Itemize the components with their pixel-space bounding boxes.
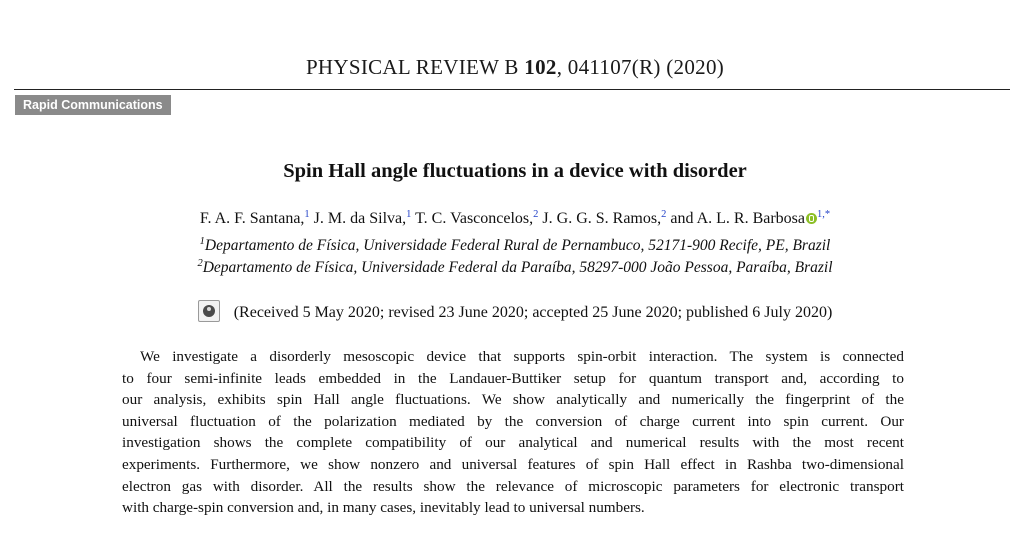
abstract-line: We investigate a disorderly mesoscopic device that supports spin-orbit interaction. The system is connected <box>140 348 904 365</box>
header-rule <box>14 89 1010 90</box>
journal-citation: , 041107(R) (2020) <box>556 55 725 79</box>
abstract-line: to four semi-infinite leads embedded in the Landauer-Buttiker setup for quantum transport and, according to <box>122 369 904 387</box>
paper-title: Spin Hall angle fluctuations in a device with disorder <box>283 160 747 182</box>
abstract-line: investigation shows the complete compatibility of our analytical and numerical results with the most recent <box>122 434 904 452</box>
section-badge: Rapid Communications <box>15 95 171 115</box>
received-dates: (Received 5 May 2020; revised 23 June 2020; accepted 25 June 2020; published 6 July 2020) <box>233 304 833 321</box>
abstract <box>122 346 904 519</box>
affiliation-2 <box>0 259 1030 277</box>
affiliation-text: Departamento de Física, Universidade Federal da Paraíba, 58297-000 João Pessoa, Paraíba, Brazil <box>202 259 833 276</box>
abstract-line: experiments. Furthermore, we show nonzero and universal features of spin Hall effect in Rashba two-dimensional <box>122 455 904 473</box>
received-dates-row <box>0 300 1030 322</box>
affiliation-text: Departamento de Física, Universidade Federal Rural de Pernambuco, 52171-900 Recife, PE, Brazil <box>204 237 831 254</box>
author-name[interactable]: T. C. Vasconcelos, <box>415 210 534 227</box>
author-affiliation-mark[interactable]: 1,* <box>817 209 831 220</box>
author-list <box>0 210 1030 228</box>
journal-name: PHYSICAL REVIEW B <box>305 55 519 79</box>
author-name[interactable]: J. M. da Silva, <box>313 210 407 227</box>
affiliation-number: 1 <box>199 236 205 247</box>
author-affiliation-mark[interactable]: 2 <box>533 209 539 220</box>
author-affiliation-mark[interactable]: 1 <box>406 209 412 220</box>
author-name[interactable]: F. A. F. Santana, <box>199 210 305 227</box>
orcid-icon[interactable] <box>806 213 817 224</box>
author-affiliation-mark[interactable]: 2 <box>661 209 667 220</box>
journal-header <box>0 55 1030 80</box>
abstract-line: with charge-spin conversion and, in many cases, inevitably lead to universal numbers. <box>122 499 645 517</box>
author-name[interactable]: J. G. G. S. Ramos, <box>542 210 662 227</box>
author-affiliation-mark[interactable]: 1 <box>304 209 310 220</box>
affiliation-number: 2 <box>197 258 203 269</box>
journal-volume: 102 <box>524 55 557 79</box>
abstract-line: electron gas with disorder. All the results show the relevance of microscopic parameters for electronic transport <box>122 477 904 495</box>
abstract-line: universal fluctuation of the polarization mediated by the conversion of charge current into spin current. Our <box>122 412 904 430</box>
check-for-updates-icon[interactable] <box>198 300 220 322</box>
author-name[interactable]: and A. L. R. Barbosa <box>670 210 805 227</box>
affiliation-1 <box>0 237 1030 255</box>
abstract-line: our analysis, exhibits spin Hall angle fluctuations. We show analytically and numerically the fingerprint of the <box>122 391 904 409</box>
